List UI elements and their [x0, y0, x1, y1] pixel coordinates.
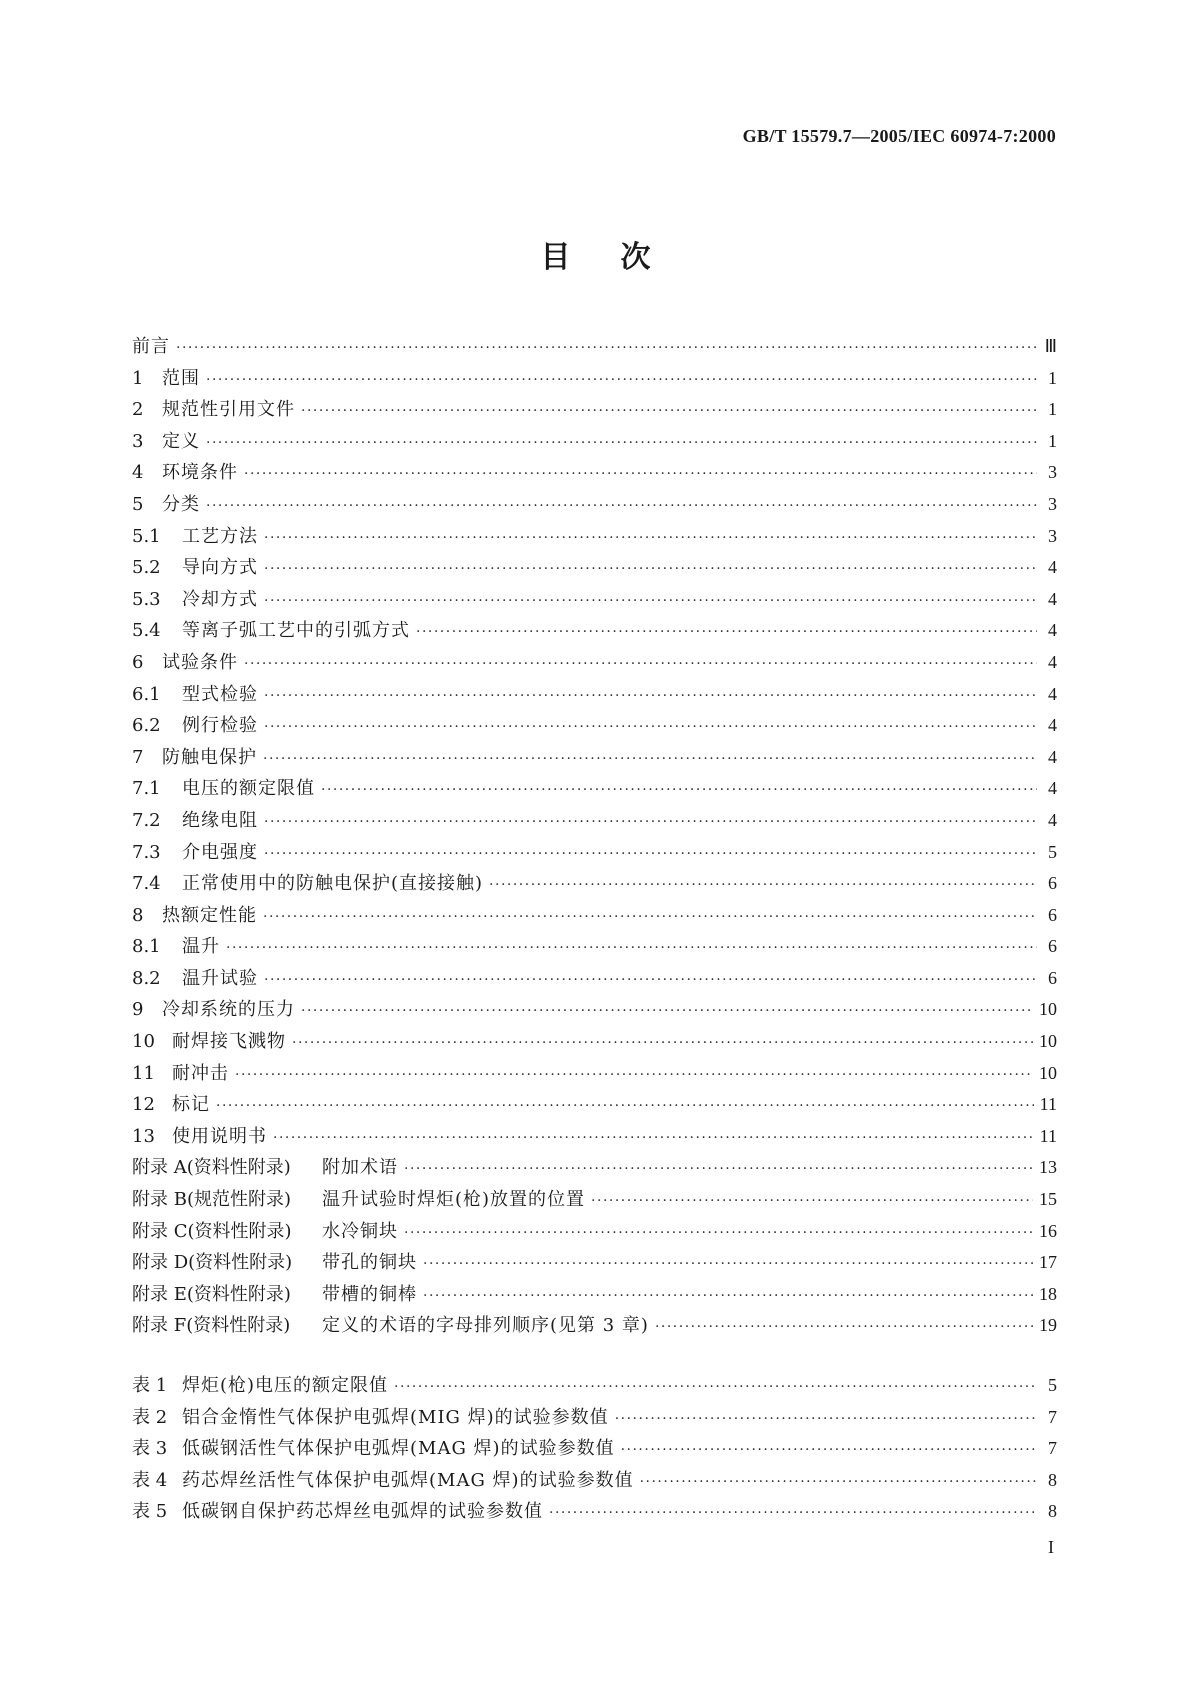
- entry-page-number: 4: [1048, 651, 1057, 672]
- entry-title: 规范性引用文件: [162, 399, 295, 421]
- entry-page-number: 13: [1039, 1157, 1057, 1178]
- entry-page-number: 5: [1048, 841, 1057, 862]
- entry-number: 7.2: [132, 809, 161, 831]
- dot-leader: [640, 1474, 1037, 1490]
- entry-title: 焊炬(枪)电压的额定限值: [182, 1375, 389, 1396]
- entry-title: 热额定性能: [162, 904, 257, 926]
- toc-entry[interactable]: [132, 364, 1057, 396]
- entry-number: 附录 F(资料性附录): [132, 1315, 291, 1337]
- dot-leader: [263, 909, 1037, 925]
- entry-page-number: 4: [1048, 620, 1057, 641]
- entry-title: 电压的额定限值: [182, 778, 315, 800]
- entry-number: 10: [132, 1031, 155, 1053]
- entry-number: 附录 B(规范性附录): [132, 1189, 291, 1211]
- dot-leader: [264, 846, 1037, 862]
- toc-entry[interactable]: [132, 1185, 1057, 1217]
- toc-entry[interactable]: [132, 522, 1057, 554]
- table-list-entry[interactable]: [132, 1403, 1057, 1435]
- entry-number: 表 2: [132, 1406, 168, 1428]
- entry-number: 附录 D(资料性附录): [132, 1252, 293, 1274]
- dot-leader: [226, 940, 1037, 956]
- entry-number: 6.1: [132, 683, 161, 705]
- toc-entry[interactable]: [132, 616, 1057, 648]
- entry-page-number: 10: [1039, 1062, 1057, 1083]
- toc-entry[interactable]: [132, 711, 1057, 743]
- dot-leader: [235, 1067, 1033, 1083]
- dot-leader: [176, 340, 1037, 356]
- entry-page-number: 1: [1048, 430, 1057, 451]
- dot-leader: [206, 435, 1037, 451]
- entry-page-number: 4: [1048, 715, 1057, 736]
- dot-leader: [301, 1003, 1033, 1019]
- entry-number: 8.1: [132, 936, 161, 958]
- dot-leader: [264, 593, 1037, 609]
- dot-leader: [301, 403, 1037, 419]
- entry-number: 8: [132, 904, 144, 926]
- entry-title: 工艺方法: [182, 525, 258, 547]
- entry-page-number: 4: [1048, 809, 1057, 830]
- entry-number: 9: [132, 999, 144, 1021]
- entry-number: 7.3: [132, 841, 161, 863]
- toc-entry[interactable]: [132, 1248, 1057, 1280]
- entry-number: 6.2: [132, 715, 161, 737]
- entry-number: 附录 C(资料性附录): [132, 1220, 292, 1242]
- dot-leader: [264, 972, 1037, 988]
- entry-title: 附加术语: [322, 1157, 398, 1179]
- entry-number: 8.2: [132, 967, 161, 989]
- entry-page-number: 6: [1048, 904, 1057, 925]
- entry-page-number: 7: [1048, 1438, 1057, 1459]
- entry-title: 铝合金惰性气体保护电弧焊(MIG 焊)的试验参数值: [182, 1406, 609, 1428]
- entry-page-number: 4: [1048, 683, 1057, 704]
- table-of-contents: [132, 332, 1057, 1529]
- entry-page-number: 6: [1048, 873, 1057, 894]
- entry-title: 温升试验: [182, 967, 258, 989]
- dot-leader: [549, 1505, 1037, 1521]
- dot-leader: [591, 1193, 1033, 1209]
- entry-page-number: 19: [1039, 1315, 1057, 1336]
- dot-leader: [264, 719, 1037, 735]
- entry-number: 4: [132, 462, 144, 484]
- toc-entry[interactable]: [132, 1059, 1057, 1091]
- entry-number: 7: [132, 746, 144, 768]
- dot-leader: [615, 1411, 1037, 1427]
- toc-entry[interactable]: [132, 680, 1057, 712]
- entry-title: 标记: [172, 1094, 210, 1116]
- entry-page-number: 4: [1048, 746, 1057, 767]
- entry-title: 带孔的铜块: [322, 1252, 417, 1274]
- entry-title: 冷却方式: [182, 588, 258, 610]
- dot-leader: [321, 782, 1037, 798]
- entry-page-number: 11: [1039, 1094, 1057, 1115]
- entry-page-number: 4: [1048, 778, 1057, 799]
- toc-entry[interactable]: [132, 1280, 1057, 1312]
- entry-title: 水冷铜块: [322, 1220, 398, 1242]
- dot-leader: [264, 814, 1037, 830]
- entry-page-number: 4: [1048, 557, 1057, 578]
- standard-code: GB/T 15579.7—2005/IEC 60974-7:2000: [742, 126, 1056, 146]
- entry-page-number: 11: [1039, 1125, 1057, 1146]
- entry-number: 3: [132, 430, 144, 452]
- table-list-entries: [132, 1371, 1057, 1529]
- entry-title: 正常使用中的防触电保护(直接接触): [182, 873, 484, 895]
- entry-title: 低碳钢活性气体保护电弧焊(MAG 焊)的试验参数值: [182, 1438, 615, 1460]
- entry-number: 表 1: [132, 1375, 168, 1396]
- entry-number: 1: [132, 367, 144, 389]
- entry-page-number: 10: [1039, 999, 1057, 1020]
- entry-title: 使用说明书: [172, 1125, 267, 1147]
- entry-title: 试验条件: [162, 651, 238, 673]
- entry-number: 5: [132, 493, 144, 515]
- entry-page-number: 1: [1048, 399, 1057, 420]
- toc-entry[interactable]: [132, 395, 1057, 427]
- toc-entry[interactable]: [132, 774, 1057, 806]
- section-gap: [132, 1343, 1057, 1371]
- entry-number: 13: [132, 1125, 155, 1147]
- dot-leader: [404, 1161, 1033, 1177]
- entry-page-number: 3: [1048, 525, 1057, 546]
- entry-page-number: Ⅲ: [1044, 336, 1057, 356]
- entry-title: 带槽的铜棒: [322, 1283, 417, 1305]
- dot-leader: [216, 1098, 1034, 1114]
- toc-entry[interactable]: [132, 1153, 1057, 1185]
- entry-number: 附录 A(资料性附录): [132, 1157, 291, 1179]
- entry-title: 温升试验时焊炬(枪)放置的位置: [322, 1189, 586, 1211]
- toc-entry[interactable]: [132, 1027, 1057, 1059]
- table-list-entry[interactable]: [132, 1497, 1057, 1529]
- dot-leader: [489, 877, 1037, 893]
- entry-title: 介电强度: [182, 841, 258, 863]
- entry-page-number: 5: [1048, 1375, 1057, 1395]
- toc-entry[interactable]: [132, 901, 1057, 933]
- dot-leader: [404, 1225, 1033, 1241]
- dot-leader: [621, 1442, 1037, 1458]
- entry-title: 等离子弧工艺中的引弧方式: [182, 620, 410, 642]
- toc-entry[interactable]: [132, 995, 1057, 1027]
- entry-page-number: 4: [1048, 588, 1057, 609]
- entry-page-number: 8: [1048, 1501, 1057, 1522]
- dot-leader: [416, 624, 1037, 640]
- entry-title: 分类: [162, 493, 200, 515]
- entry-title: 耐焊接飞溅物: [172, 1031, 286, 1053]
- toc-entries: [132, 332, 1057, 1343]
- entry-title: 定义的术语的字母排列顺序(见第 3 章): [322, 1315, 649, 1337]
- entry-number: 附录 E(资料性附录): [132, 1283, 291, 1305]
- entry-title: 定义: [162, 430, 200, 452]
- entry-title: 低碳钢自保护药芯焊丝电弧焊的试验参数值: [182, 1501, 543, 1523]
- entry-title: 耐冲击: [172, 1062, 229, 1084]
- entry-number: 12: [132, 1094, 155, 1116]
- entry-title: 范围: [162, 367, 200, 389]
- dot-leader: [244, 466, 1037, 482]
- page-title: 目次: [540, 240, 701, 275]
- dot-leader: [264, 688, 1037, 704]
- entry-page-number: 17: [1039, 1252, 1057, 1273]
- dot-leader: [264, 530, 1037, 546]
- entry-title: 导向方式: [182, 557, 258, 579]
- entry-number: 7.1: [132, 778, 161, 800]
- entry-page-number: 3: [1048, 462, 1057, 483]
- toc-entry[interactable]: [132, 458, 1057, 490]
- entry-number: 5.3: [132, 588, 161, 610]
- entry-number: 7.4: [132, 873, 161, 895]
- entry-page-number: 15: [1039, 1189, 1057, 1210]
- table-list-entry[interactable]: [132, 1371, 1057, 1403]
- page-number: I: [1048, 1537, 1054, 1557]
- entry-title: 型式检验: [182, 683, 258, 705]
- entry-title: 温升: [182, 936, 220, 958]
- entry-page-number: 16: [1039, 1220, 1057, 1241]
- dot-leader: [263, 751, 1037, 767]
- toc-entry[interactable]: [132, 585, 1057, 617]
- entry-page-number: 18: [1039, 1283, 1057, 1304]
- entry-title: 药芯焊丝活性气体保护电弧焊(MAG 焊)的试验参数值: [182, 1469, 634, 1491]
- entry-page-number: 7: [1048, 1406, 1057, 1427]
- entry-title: 例行检验: [182, 715, 258, 737]
- entry-page-number: 10: [1039, 1031, 1057, 1052]
- table-list-entry[interactable]: [132, 1466, 1057, 1498]
- entry-number: 5.1: [132, 525, 161, 547]
- entry-number: 11: [132, 1062, 155, 1084]
- dot-leader: [394, 1379, 1037, 1395]
- entry-title: 绝缘电阻: [182, 809, 258, 831]
- table-list-entry[interactable]: [132, 1434, 1057, 1466]
- toc-entry[interactable]: [132, 1122, 1057, 1154]
- toc-entry[interactable]: [132, 332, 1057, 364]
- toc-entry[interactable]: [132, 964, 1057, 996]
- entry-page-number: 6: [1048, 936, 1057, 957]
- dot-leader: [273, 1130, 1034, 1146]
- entry-number: 表 5: [132, 1501, 168, 1523]
- entry-number: 表 3: [132, 1438, 168, 1460]
- toc-entry[interactable]: [132, 648, 1057, 680]
- dot-leader: [423, 1288, 1033, 1304]
- entry-title: 前言: [132, 336, 170, 357]
- toc-entry[interactable]: [132, 1217, 1057, 1249]
- entry-number: 6: [132, 651, 144, 673]
- entry-page-number: 3: [1048, 493, 1057, 514]
- dot-leader: [655, 1319, 1033, 1335]
- toc-entry[interactable]: [132, 1090, 1057, 1122]
- toc-entry[interactable]: [132, 743, 1057, 775]
- entry-title: 环境条件: [162, 462, 238, 484]
- dot-leader: [292, 1035, 1033, 1051]
- entry-title: 冷却系统的压力: [162, 999, 295, 1021]
- toc-entry[interactable]: [132, 838, 1057, 870]
- toc-entry[interactable]: [132, 869, 1057, 901]
- toc-entry[interactable]: [132, 553, 1057, 585]
- dot-leader: [206, 498, 1037, 514]
- toc-entry[interactable]: [132, 806, 1057, 838]
- dot-leader: [206, 372, 1037, 388]
- entry-number: 5.2: [132, 557, 161, 579]
- entry-number: 表 4: [132, 1469, 168, 1491]
- toc-entry[interactable]: [132, 490, 1057, 522]
- entry-title: 防触电保护: [162, 746, 257, 768]
- entry-number: 5.4: [132, 620, 161, 642]
- toc-entry[interactable]: [132, 932, 1057, 964]
- entry-page-number: 8: [1048, 1469, 1057, 1490]
- dot-leader: [244, 656, 1037, 672]
- toc-entry[interactable]: [132, 427, 1057, 459]
- dot-leader: [264, 561, 1037, 577]
- entry-number: 2: [132, 399, 144, 421]
- toc-entry[interactable]: [132, 1311, 1057, 1343]
- entry-page-number: 6: [1048, 967, 1057, 988]
- entry-page-number: 1: [1048, 367, 1057, 388]
- dot-leader: [423, 1256, 1033, 1272]
